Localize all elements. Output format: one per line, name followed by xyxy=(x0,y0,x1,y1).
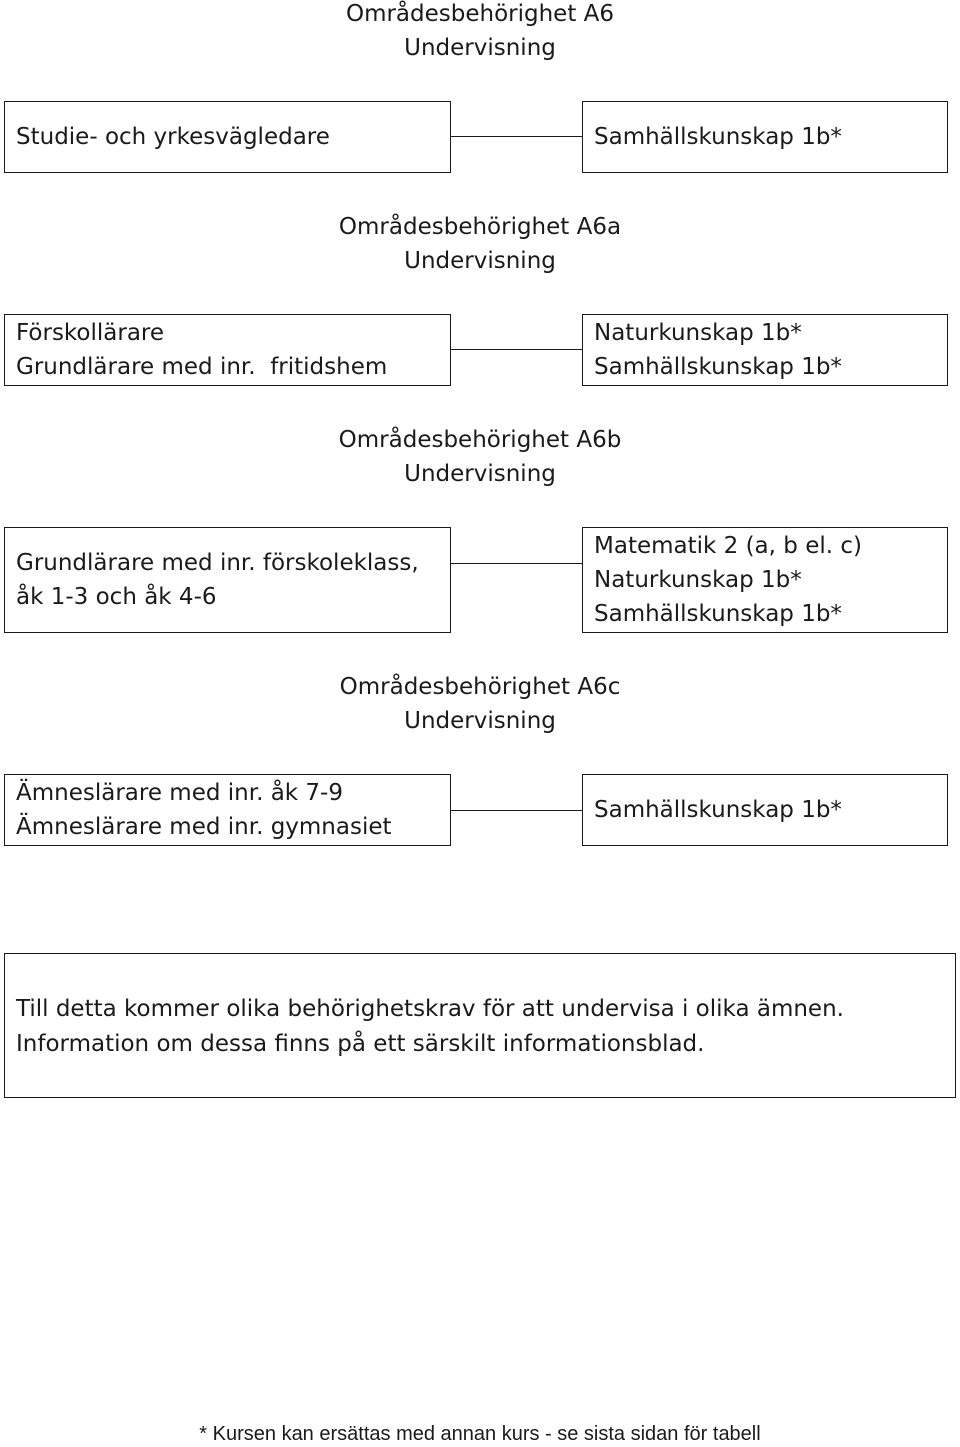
section-a6b-requirement-box xyxy=(582,527,948,633)
section-a6b-connector xyxy=(451,563,582,564)
section-subtitle: Undervisning xyxy=(404,248,556,274)
section-a6-heading xyxy=(0,0,960,65)
section-a6b-heading xyxy=(0,423,960,491)
program-line: Studie- och yrkesvägledare xyxy=(16,124,330,150)
section-title: Områdesbehörighet A6 xyxy=(345,1,615,27)
section-a6a-connector xyxy=(451,349,582,350)
section-a6c-heading xyxy=(0,670,960,738)
info-note-box xyxy=(4,953,956,1098)
section-a6-requirement-box xyxy=(582,101,948,173)
section-a6c-program-box xyxy=(4,774,451,846)
requirement-line: Matematik 2 (a, b el. c) xyxy=(594,533,862,559)
section-a6a-heading xyxy=(0,210,960,278)
program-line: Ämneslärare med inr. gymnasiet xyxy=(16,814,392,840)
section-a6a-requirement-box xyxy=(582,314,948,386)
section-subtitle: Undervisning xyxy=(404,708,556,734)
requirement-line: Samhällskunskap 1b* xyxy=(594,124,842,150)
footnote: * Kursen kan ersättas med annan kurs - se sista sidan för tabell xyxy=(199,1423,761,1445)
section-a6a-program-box xyxy=(4,314,451,386)
section-title: Områdesbehörighet A6c xyxy=(339,674,621,700)
requirement-line: Samhällskunskap 1b* xyxy=(594,797,842,823)
section-title: Områdesbehörighet A6b xyxy=(338,427,622,453)
program-line: Grundlärare med inr. förskoleklass, xyxy=(16,550,419,576)
note-line: Till detta kommer olika behörighetskrav för att undervisa i olika ämnen. xyxy=(16,996,844,1022)
program-line: åk 1-3 och åk 4-6 xyxy=(16,584,217,610)
section-subtitle: Undervisning xyxy=(404,461,556,487)
section-subtitle: Undervisning xyxy=(404,35,556,61)
note-line: Information om dessa finns på ett särskilt informationsblad. xyxy=(16,1031,705,1057)
requirement-line: Samhällskunskap 1b* xyxy=(594,354,842,380)
section-a6-connector xyxy=(451,136,582,137)
requirement-line: Naturkunskap 1b* xyxy=(594,567,802,593)
requirement-line: Naturkunskap 1b* xyxy=(594,320,802,346)
section-a6c-requirement-box xyxy=(582,774,948,846)
requirement-line: Samhällskunskap 1b* xyxy=(594,601,842,627)
section-a6b-program-box xyxy=(4,527,451,633)
section-a6-program-box xyxy=(4,101,451,173)
section-a6c-connector xyxy=(451,810,582,811)
program-line: Grundlärare med inr. fritidshem xyxy=(16,354,388,380)
program-line: Ämneslärare med inr. åk 7-9 xyxy=(16,780,343,806)
section-title: Områdesbehörighet A6a xyxy=(338,214,622,240)
program-line: Förskollärare xyxy=(16,320,165,346)
